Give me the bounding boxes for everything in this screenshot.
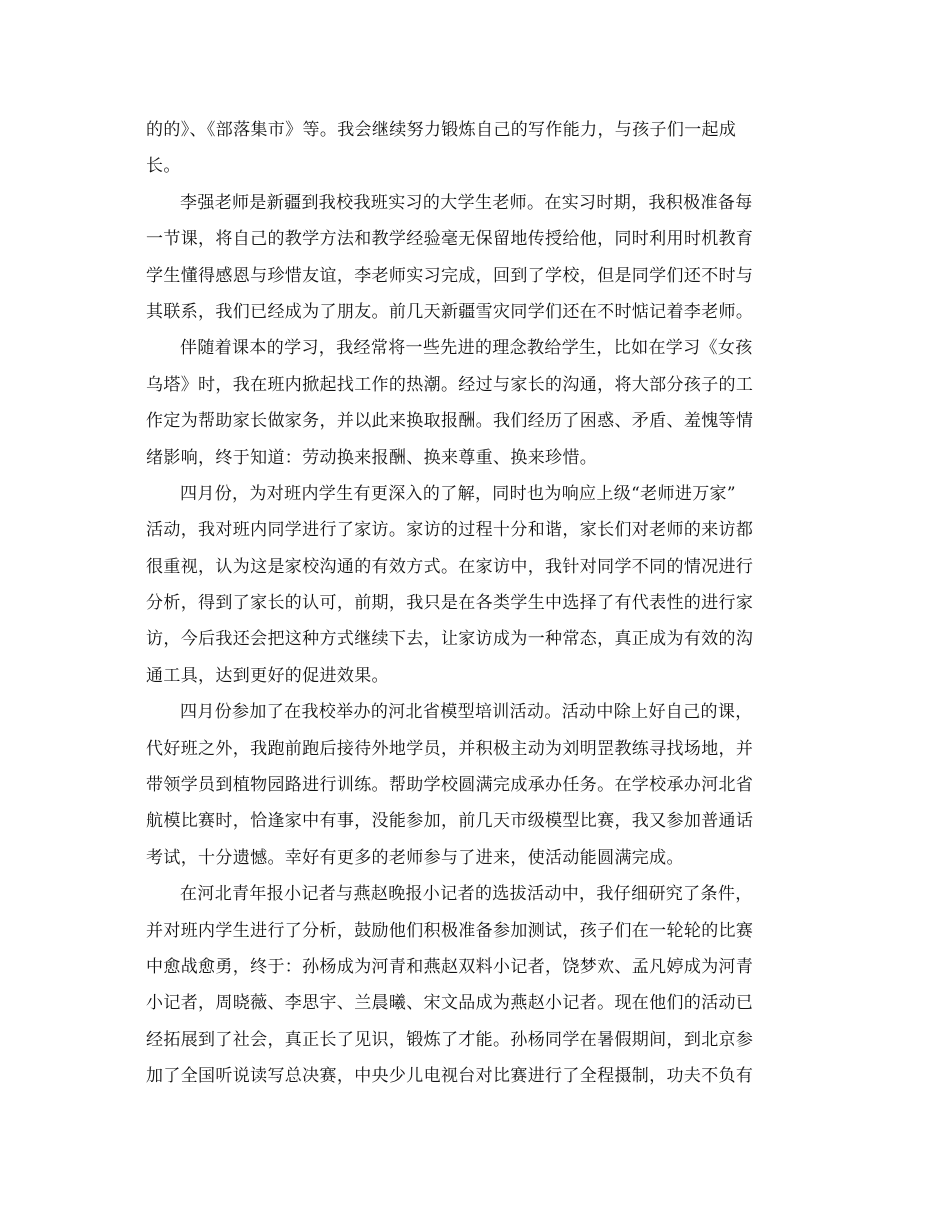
paragraph-line: 很重视，认为这是家校沟通的有效方式。在家访中，我针对同学不同的情况进行 — [146, 556, 754, 577]
paragraph-line: 长。 — [146, 156, 181, 177]
paragraph-first-line: 伴随着课本的学习，我经常将一些先进的理念教给学生，比如在学习《女孩 — [180, 338, 753, 359]
paragraph — [146, 185, 798, 331]
paragraph-first-line: 李强老师是新疆到我校我班实习的大学生老师。在实习时期，我积极准备每 — [180, 192, 753, 213]
paragraph-line: 一节课，将自己的教学方法和教学经验毫无保留地传授给他，同时利用时机教育 — [146, 229, 754, 250]
paragraph-line: 通工具，达到更好的促进效果。 — [146, 665, 389, 686]
paragraph — [146, 694, 798, 876]
paragraph-line: 绪影响，终于知道：劳动换来报酬、换来尊重、换来珍惜。 — [146, 447, 598, 468]
paragraph-first-line: 在河北青年报小记者与燕赵晚报小记者的选拔活动中，我仔细研究了条件， — [180, 884, 753, 905]
paragraph-line: 其联系，我们已经成为了朋友。前几天新疆雪灾同学们还在不时惦记着李老师。 — [146, 301, 754, 322]
paragraph-line: 代好班之外，我跑前跑后接待外地学员，并积极主动为刘明罡教练寻找场地，并 — [146, 738, 754, 759]
paragraph-first-line: 四月份参加了在我校举办的河北省模型培训活动。活动中除上好自己的课， — [180, 702, 753, 723]
paragraph-line: 访，今后我还会把这种方式继续下去，让家访成为一种常态，真正成为有效的沟 — [146, 629, 754, 650]
paragraph-line: 作定为帮助家长做家务，并以此来换取报酬。我们经历了困惑、矛盾、羞愧等情 — [146, 411, 754, 432]
paragraph-line: 活动，我对班内同学进行了家访。家访的过程十分和谐，家长们对老师的来访都 — [146, 520, 754, 541]
paragraph-line: 学生懂得感恩与珍惜友谊，李老师实习完成，回到了学校，但是同学们还不时与 — [146, 265, 754, 286]
paragraph-first-line: 四月份，为对班内学生有更深入的了解，同时也为响应上级“老师进万家” — [180, 483, 736, 504]
paragraph-line: 小记者，周晓薇、李思宇、兰晨曦、宋文品成为燕赵小记者。现在他们的活动已 — [146, 993, 754, 1014]
document-body — [146, 112, 798, 1095]
paragraph-line: 并对班内学生进行了分析，鼓励他们积极准备参加测试，孩子们在一轮轮的比赛 — [146, 920, 754, 941]
paragraph — [146, 330, 798, 476]
paragraph-line: 乌塔》时，我在班内掀起找工作的热潮。经过与家长的沟通，将大部分孩子的工 — [146, 374, 754, 395]
paragraph — [146, 876, 798, 1094]
paragraph-line: 加了全国听说读写总决赛，中央少儿电视台对比赛进行了全程摄制，功夫不负有 — [146, 1066, 754, 1087]
paragraph-line: 航模比赛时，恰逢家中有事，没能参加，前几天市级模型比赛，我又参加普通话 — [146, 811, 754, 832]
paragraph — [146, 476, 798, 694]
paragraph — [146, 112, 798, 185]
paragraph-line: 带领学员到植物园路进行训练。帮助学校圆满完成承办任务。在学校承办河北省 — [146, 775, 754, 796]
paragraph-first-line: 的的》、《部落集市》等。我会继续努力锻炼自己的写作能力，与孩子们一起成 — [146, 120, 737, 140]
paragraph-line: 经拓展到了社会，真正长了见识，锻炼了才能。孙杨同学在暑假期间，到北京参 — [146, 1029, 754, 1050]
paragraph-line: 考试，十分遗憾。幸好有更多的老师参与了进来，使活动能圆满完成。 — [146, 847, 684, 868]
paragraph-line: 中愈战愈勇，终于：孙杨成为河青和燕赵双料小记者，饶梦欢、孟凡婷成为河青 — [146, 956, 754, 977]
paragraph-line: 分析，得到了家长的认可，前期，我只是在各类学生中选择了有代表性的进行家 — [146, 593, 754, 614]
